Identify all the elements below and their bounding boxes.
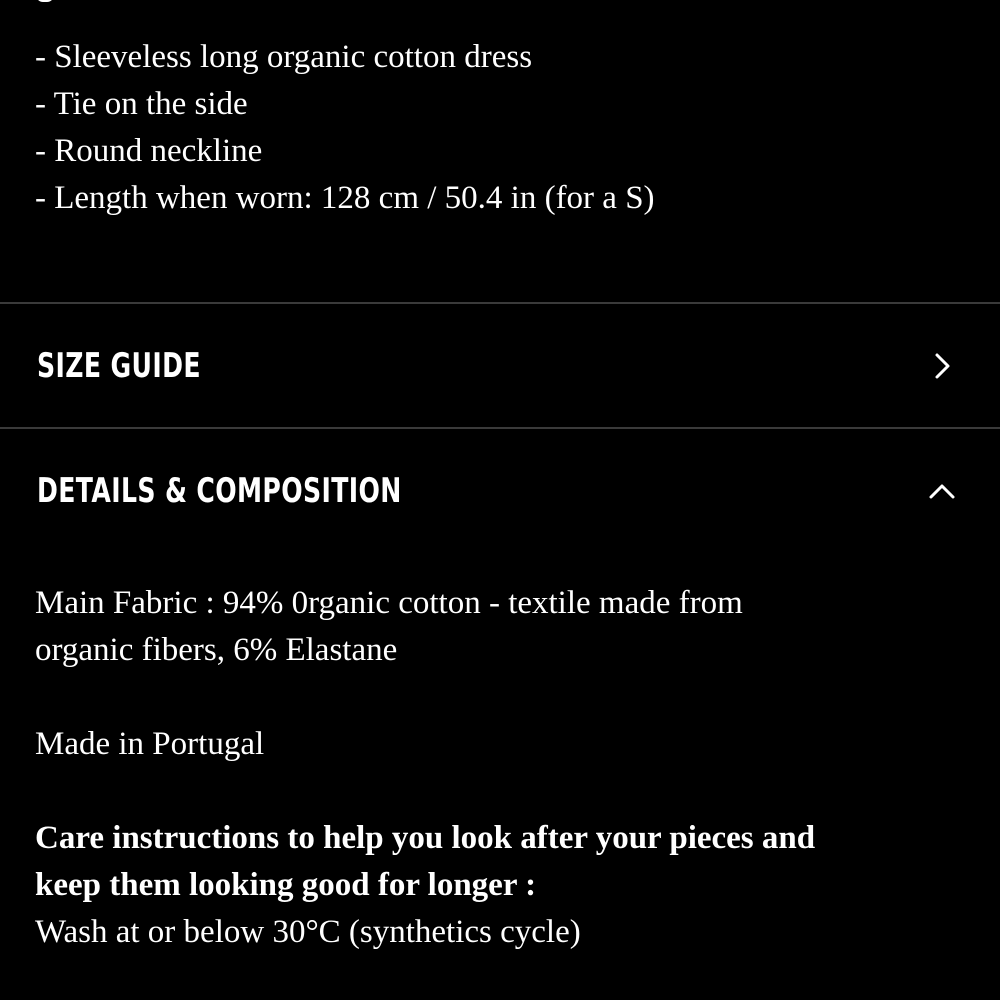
details-composition-accordion[interactable] [0,429,1000,553]
details-composition-title: DETAILS & COMPOSITION [37,471,402,511]
description-bullet: - Sleeveless long organic cotton dress [35,39,533,75]
size-guide-accordion[interactable] [0,304,1000,428]
size-guide-title: SIZE GUIDE [37,346,201,386]
description-bullet: - Length when worn: 128 cm / 50.4 in (for a S) [35,180,655,216]
cutoff-glyph [36,0,54,2]
care-instructions-heading: keep them looking good for longer : [35,867,537,903]
chevron-right-icon[interactable] [928,352,956,380]
description-bullet: - Round neckline [35,133,263,169]
chevron-up-icon[interactable] [928,477,956,505]
main-fabric-text: organic fibers, 6% Elastane [35,632,398,668]
main-fabric-text: Main Fabric : 94% 0rganic cotton - textile made from [35,585,743,621]
care-instructions-heading: Care instructions to help you look after your pieces and [35,820,816,856]
made-in-text: Made in Portugal [35,726,265,762]
wash-instruction-text: Wash at or below 30°C (synthetics cycle) [35,914,581,950]
product-description-list [35,34,655,222]
description-bullet: - Tie on the side [35,86,248,122]
